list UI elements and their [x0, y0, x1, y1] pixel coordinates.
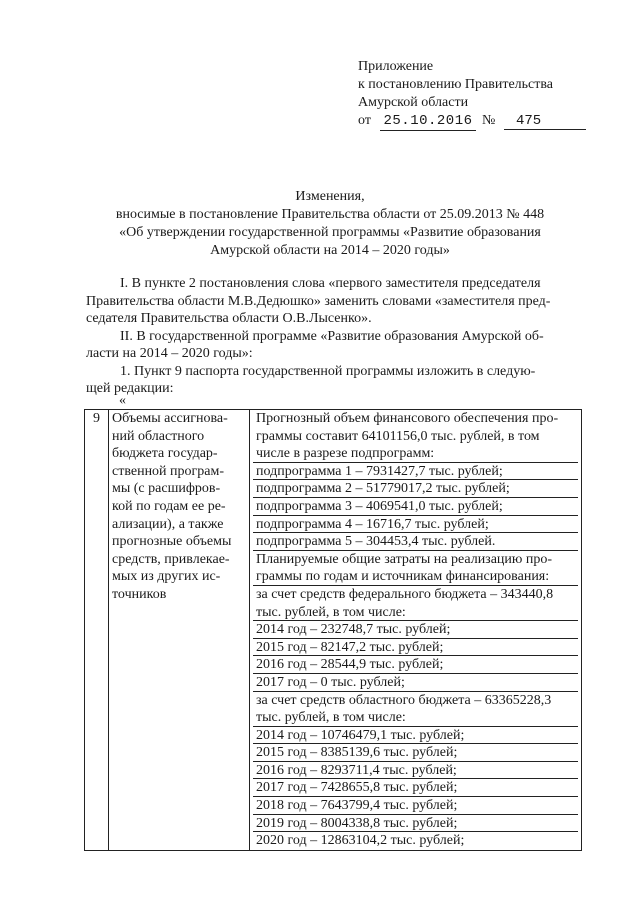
title-line-2: вносимые в постановление Правительства области от 25.09.2013 № 448	[115, 207, 545, 222]
name-line: мых из других ис-	[112, 569, 221, 585]
value-line: Планируемые общие затраты на реализацию про-	[256, 551, 553, 567]
appendix-region: Амурской области	[358, 95, 469, 110]
title-line-1: Изменения,	[295, 189, 365, 204]
appendix-block	[358, 58, 598, 132]
row-name-cell	[109, 410, 250, 851]
value-line: 2014 год – 10746479,1 тыс. рублей;	[253, 727, 578, 745]
value-line: 2016 год – 8293711,4 тыс. рублей;	[253, 762, 578, 780]
title-line-3: «Об утверждении государственной программы «Развитие образования	[119, 225, 541, 240]
value-line: за счет средств областного бюджета – 63365228,3	[256, 692, 552, 708]
appendix-heading: Приложение	[358, 59, 434, 74]
value-line: граммы составит 64101156,0 тыс. рублей, в том	[256, 428, 540, 444]
name-line: бюджета государ-	[112, 446, 218, 462]
value-line: тыс. рублей, в том числе:	[253, 604, 578, 622]
resolution-number: 475	[504, 112, 586, 130]
value-line: 2016 год – 28544,9 тыс. рублей;	[253, 656, 578, 674]
appendix-reference: к постановлению Правительства	[358, 77, 554, 92]
name-line: кой по годам ее ре-	[112, 498, 226, 514]
paragraph-2-line: II. В государственной программе «Развитие образования Амурской об-	[120, 328, 544, 344]
appendix-date-line	[358, 112, 598, 132]
document-title	[60, 188, 600, 260]
paragraph-1-line: I. В пункте 2 постановления слова «первого заместителя председателя	[120, 276, 541, 291]
value-line: за счет средств федерального бюджета – 343440,8	[256, 586, 554, 602]
value-line: подпрограмма 2 – 51779017,2 тыс. рублей;	[253, 480, 578, 498]
value-line: 2015 год – 8385139,6 тыс. рублей;	[253, 744, 578, 762]
row-value-cell	[250, 410, 582, 851]
value-line: 2020 год – 12863104,2 тыс. рублей;	[256, 833, 465, 849]
document-body	[86, 275, 592, 398]
value-line: тыс. рублей, в том числе:	[253, 709, 578, 727]
value-line: 2015 год – 82147,2 тыс. рублей;	[253, 639, 578, 657]
name-line: ний областного	[112, 428, 205, 444]
number-label: №	[482, 113, 496, 128]
value-line: числе в разрезе подпрограмм:	[253, 445, 578, 463]
paragraph-1-line: Правительства области М.В.Дедюшко» заменить словами «заместителя пред-	[86, 293, 551, 309]
value-line: подпрограмма 1 – 7931427,7 тыс. рублей;	[253, 463, 578, 481]
paragraph-1-line: седателя Правительства области О.В.Лысенко».	[86, 311, 372, 326]
resolution-date: 25.10.2016	[380, 112, 476, 131]
row-number: 9	[85, 410, 109, 851]
value-line: подпрограмма 4 – 16716,7 тыс. рублей;	[253, 516, 578, 534]
passport-table	[84, 409, 582, 851]
name-line: ственной програм-	[112, 463, 225, 479]
paragraph-3-line: щей редакции:	[86, 381, 174, 396]
value-line: 2017 год – 7428655,8 тыс. рублей;	[253, 779, 578, 797]
table-row	[85, 410, 582, 851]
title-line-4: Амурской области на 2014 – 2020 годы»	[210, 243, 450, 258]
value-line: Прогнозный объем финансового обеспечения про-	[256, 411, 559, 426]
date-label: от	[358, 113, 371, 128]
value-line: 2014 год – 232748,7 тыс. рублей;	[253, 621, 578, 639]
name-line: мы (с расшифров-	[112, 481, 221, 497]
name-line: средств, привлекае-	[112, 551, 230, 567]
value-line: граммы по годам и источникам финансирования:	[253, 568, 578, 586]
value-line: 2018 год – 7643799,4 тыс. рублей;	[253, 797, 578, 815]
name-line: точников	[112, 586, 167, 602]
value-line: подпрограмма 3 – 4069541,0 тыс. рублей;	[253, 498, 578, 516]
paragraph-2-line: ласти на 2014 – 2020 годы»:	[86, 346, 253, 361]
value-line: подпрограмма 5 – 304453,4 тыс. рублей.	[253, 533, 578, 551]
name-line: прогнозные объемы	[112, 534, 232, 550]
value-line: 2017 год – 0 тыс. рублей;	[253, 674, 578, 692]
opening-quote: «	[119, 393, 126, 408]
paragraph-3-line: 1. Пункт 9 паспорта государственной программы изложить в следую-	[120, 363, 536, 379]
name-line: ализации), а также	[112, 516, 224, 532]
name-line: Объемы ассигнова-	[112, 411, 228, 426]
value-line: 2019 год – 8004338,8 тыс. рублей;	[253, 815, 578, 833]
